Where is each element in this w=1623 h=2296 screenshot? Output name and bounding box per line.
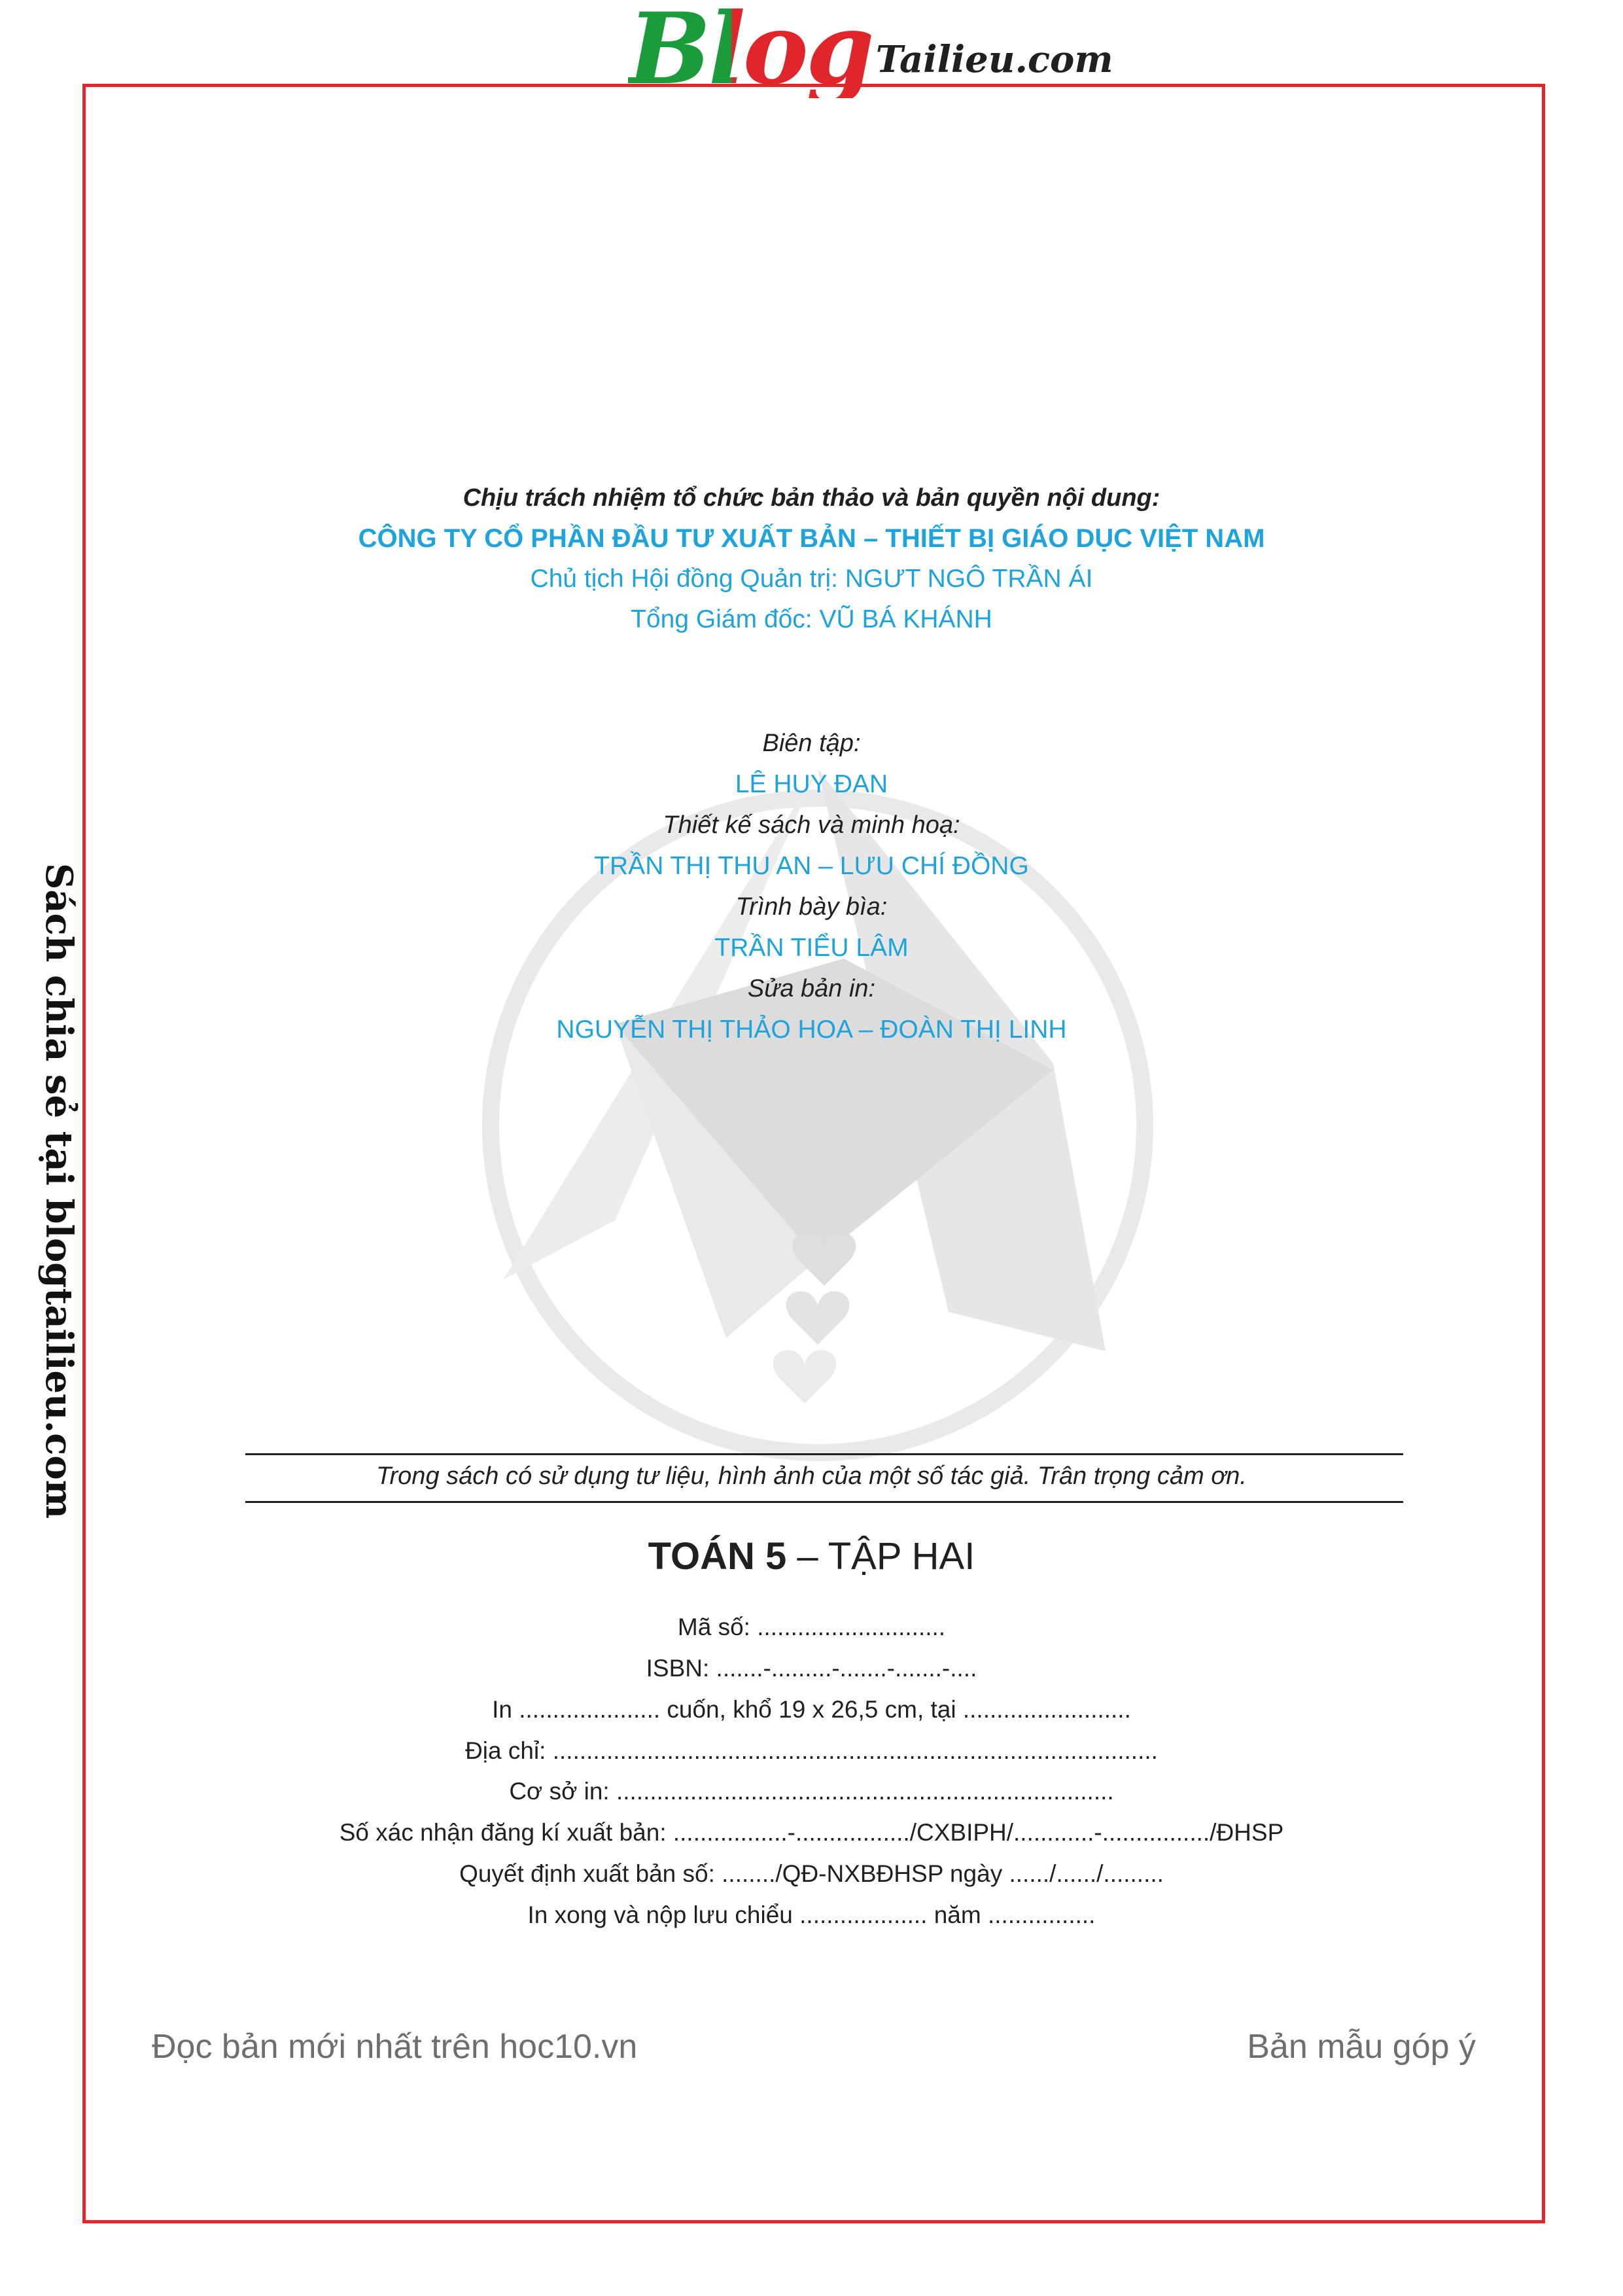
credit-role-cover: Trình bày bìa: bbox=[735, 893, 888, 921]
company-name: CÔNG TY CỔ PHẦN ĐẦU TƯ XUẤT BẢN – THIẾT BỊ GIÁO DỤC VIỆT NAM bbox=[358, 524, 1265, 553]
credit-names-proofread: NGUYỄN THỊ THẢO HOA – ĐOÀN THỊ LINH bbox=[556, 1016, 1067, 1044]
logo-brand: Blog bbox=[628, 0, 872, 107]
book-title bbox=[0, 1534, 1623, 1578]
pub-decision: Quyết định xuất bản số: ......../QĐ-NXBĐHSP ngày ....../....../......... bbox=[459, 1860, 1164, 1887]
pub-registration: Số xác nhận đăng kí xuất bản: .................-................./CXBIPH/............-................/ĐHSP bbox=[339, 1819, 1284, 1846]
pub-print-run: In ..................... cuốn, khổ 19 x 26,5 cm, tại ......................... bbox=[492, 1696, 1131, 1723]
pub-code: Mã số: ............................ bbox=[677, 1614, 946, 1640]
book-title-rest: – TẬP HAI bbox=[786, 1535, 975, 1578]
sidebar bbox=[0, 0, 118, 2296]
general-director: Tổng Giám đốc: VŨ BÁ KHÁNH bbox=[631, 605, 992, 633]
credit-role-editor: Biên tập: bbox=[762, 730, 861, 757]
credit-names-editor: LÊ HUY ĐAN bbox=[735, 770, 888, 798]
pub-printer: Cơ sở in: .......................................................................... bbox=[509, 1778, 1114, 1805]
footer-read-latest[interactable]: Đọc bản mới nhất trên hoc10.vn bbox=[152, 2028, 638, 2066]
logo-suffix: Tailieu.com bbox=[875, 38, 1113, 81]
credit-names-cover: TRẦN TIỂU LÂM bbox=[714, 934, 909, 962]
book-title-bold: TOÁN 5 bbox=[648, 1535, 787, 1578]
pub-deposit: In xong và nộp lưu chiểu ................... năm ................ bbox=[527, 1901, 1096, 1928]
sidebar-share-text: Sách chia sẻ tại blogtailieu.com bbox=[37, 863, 80, 1519]
footer-draft-label: Bản mẫu góp ý bbox=[1247, 2028, 1476, 2066]
credit-names-design: TRẦN THỊ THU AN – LƯU CHÍ ĐỒNG bbox=[594, 852, 1029, 880]
credit-role-proofread: Sửa bản in: bbox=[747, 975, 876, 1002]
pub-isbn: ISBN: .......-.........-.......-.......-.... bbox=[646, 1655, 977, 1682]
pub-address: Địa chỉ: .......................................................................................... bbox=[465, 1737, 1158, 1764]
responsibility-heading: Chịu trách nhiệm tổ chức bản thảo và bản quyền nội dung: bbox=[462, 484, 1161, 512]
credit-role-design: Thiết kế sách và minh hoạ: bbox=[663, 811, 960, 839]
chairman: Chủ tịch Hội đồng Quản trị: NGƯT NGÔ TRẦN ÁI bbox=[530, 565, 1093, 593]
site-logo[interactable] bbox=[628, 0, 1113, 107]
divider-top bbox=[245, 1453, 1403, 1455]
divider-bottom bbox=[245, 1501, 1403, 1503]
acknowledgement: Trong sách có sử dụng tư liệu, hình ảnh của một số tác giả. Trân trọng cảm ơn. bbox=[376, 1462, 1247, 1490]
